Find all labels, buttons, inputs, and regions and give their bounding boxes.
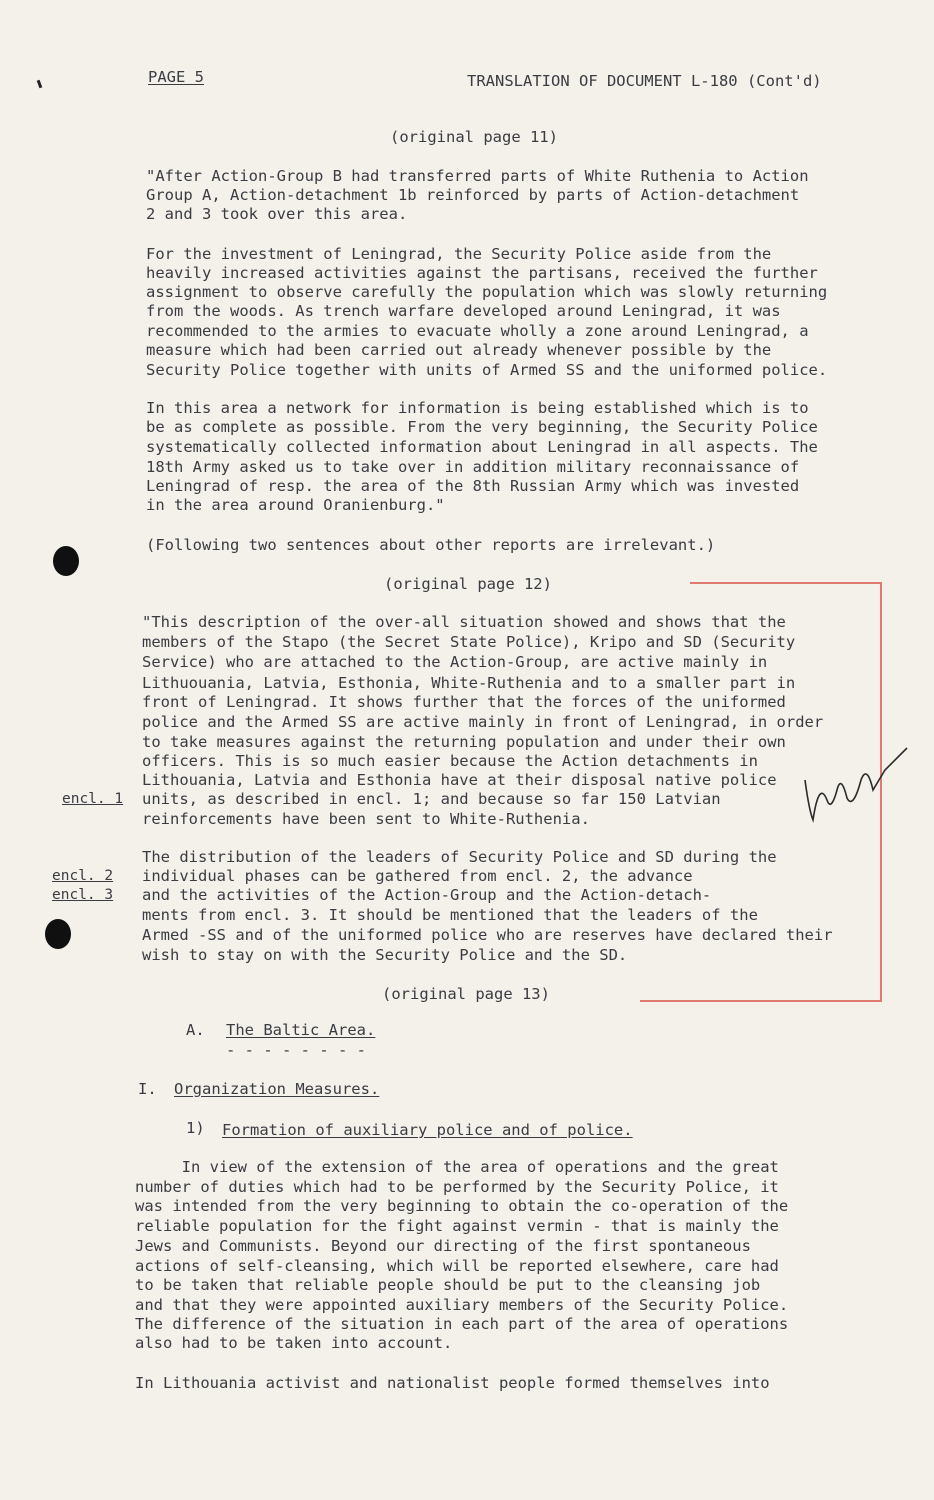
original-page-12: (original page 12) <box>384 575 552 593</box>
margin-encl-2: encl. 2 <box>52 868 114 884</box>
page-number: PAGE 5 <box>148 68 204 86</box>
section-a-number: A. <box>186 1021 205 1039</box>
section-i-number: I. <box>138 1080 157 1098</box>
original-page-11: (original page 11) <box>390 128 558 146</box>
document-title: TRANSLATION OF DOCUMENT L-180 (Cont'd) <box>467 72 822 90</box>
section-a-title: The Baltic Area. <box>226 1021 376 1039</box>
subsection-1-title: Formation of auxiliary police and of police. <box>222 1121 633 1139</box>
document-page: PAGE 5 TRANSLATION OF DOCUMENT L-180 (Cont'd) (original page 11) "After Action-Group B had transferred parts of White Ruthenia to Action Group A, Action-detachment 1b reinforced by parts of Action-detachment 2 and 3 took over this area. For the investment of Leningrad, the Security Police aside from the heavily increased activities against the partisans, received the further assignment to observe carefully the population which was slowly returning from the woods. As trench warfare developed around Leningrad, it was recommended to the armies to evacuate wholly a zone around Leningrad, a measure which had been carried out already whenever possible by the Security Police together with units of Armed SS and the uniformed police. In this area a network for information is being established which is to be as complete as possible. From the very beginning, the Security Police systematically collected information about Leningrad in all aspects. The 18th Army asked us to take over in addition military reconnaissance of Leningrad of resp. the area of the 8th Russian Army which was invested in the area around Oranienburg." (Following two sentences about other reports are irrelevant.) (original page 12) "This description of the over-all situation showed and shows that the members of the Stapo (the Secret State Police), Kripo and SD (Security Service) who are attached to the Action-Group, are active mainly in Lithuouania, Latvia, Esthonia, White-Ruthenia and to a smaller part in front of Leningrad. It shows further that the forces of the uniformed police and the Armed SS are active mainly in front of Leningrad, in order to take measures against the returning population and under their own officers. This is so much easier because the Action detachments in Lithouania, Latvia and Esthonia have at their disposal native police units, as described in encl. 1; and because so far 150 Latvian reinforcements have been sent to White-Ruthenia. encl. 1 The distribution of the leaders of Security Police and SD during the individual phases can be gathered from encl. 2, the advance and the activities of the Action-Group and the Action-detach- ments from encl. 3. It should be mentioned that the leaders of the Armed -SS and of the uniformed police who are reserves have declared their wish to stay on with the Security Police and the SD. encl. 2 encl. 3 (original page 13) A. The Baltic Area. - - - - - - - - I. Organization Measures. 1) Formation of auxiliary police and of police. In view of the extension of the area of operations and the great number of duties which had to be performed by the Security Police, it was intended from the very beginning to obtain the co-operation of the reliable population for the fight against vermin - that is mainly the Jews and Communists. Beyond our directing of the first spontaneous actions of self-cleansing, which will be reported elsewhere, care had to be taken that reliable people should be put to the cleansing job and that they were appointed auxiliary members of the Security Police. The difference of the situation in each part of the area of operations also had to be taken into account. In Lithouania activist and nationalist people formed themselves into <box>0 0 934 1500</box>
punch-hole-top <box>53 546 79 576</box>
margin-encl-1: encl. 1 <box>62 791 124 807</box>
original-page-13: (original page 13) <box>382 985 550 1003</box>
section-i-title: Organization Measures. <box>174 1080 380 1098</box>
stray-mark <box>37 80 43 89</box>
margin-encl-3: encl. 3 <box>52 887 114 903</box>
section-a-dashes: - - - - - - - - <box>226 1041 366 1059</box>
irrelevant-note: (Following two sentences about other reports are irrelevant.) <box>146 536 716 554</box>
handwritten-initial <box>795 740 915 830</box>
subsection-1-number: 1) <box>186 1119 205 1137</box>
punch-hole-bottom <box>45 919 71 949</box>
